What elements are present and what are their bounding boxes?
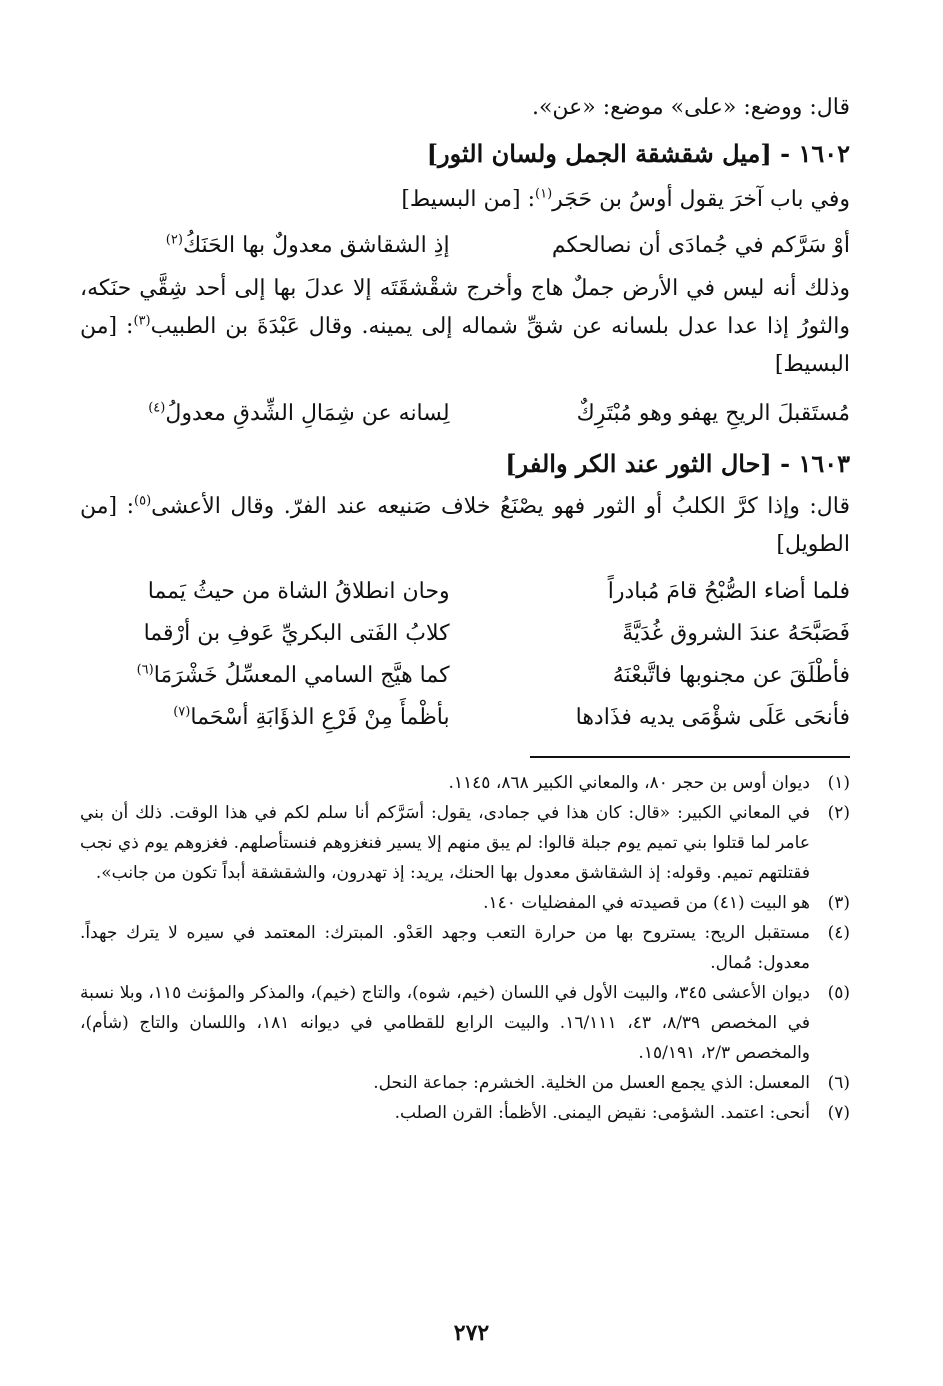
section-heading-1603: ١٦٠٣ - [حال الثور عند الكر والفر]: [505, 449, 850, 478]
footnote-ref: (٦): [136, 662, 154, 678]
footnote: [80, 768, 850, 798]
paragraph-2: [80, 488, 850, 564]
poem-verse: [80, 572, 850, 612]
footnote: [80, 978, 850, 1068]
poem-verse: [80, 698, 850, 738]
footnote: [80, 1068, 850, 1098]
verse-hemistich-second: [80, 656, 450, 696]
intro-1602: [80, 178, 850, 222]
footnote-ref: (٣): [133, 313, 151, 329]
paragraph-text: وذلك أنه ليس في الأرض جملٌ هاج وأخرج شقْشقَتَه إلا عدلَ بها إلى أحد شِقَّي حنَكه، والثورُ إذا عدا عدل بلسانه عن شقِّ شماله إلى يمينه. وقال عَبْدَةَ بن الطبيب: [80, 276, 850, 339]
verse-hemistich-first: فلما أضاء الصُّبْحُ قامَ مُبادراً: [607, 579, 850, 604]
footnote: [80, 1098, 850, 1128]
footnote-ref: (٢): [165, 232, 183, 248]
verse-hemistich-second: [80, 394, 450, 434]
footnote-number: (٦): [827, 1073, 850, 1093]
footnote-number: (٥): [827, 983, 850, 1003]
verse-text: إذِ الشقاشق معدولٌ بها الحَنَكُ: [182, 233, 450, 258]
intro-text: وفي باب آخرَ يقول أوسُ بن حَجَر: [552, 187, 850, 212]
footnote-divider: [530, 756, 850, 758]
verse-hemistich-second: [80, 698, 450, 738]
footnote-number: (٣): [827, 893, 850, 913]
footnote-number: (٤): [827, 923, 850, 943]
footnote-ref: (٥): [134, 493, 152, 509]
footnote-text: هو البيت (٤١) من قصيدته في المفضليات ١٤٠.: [483, 893, 810, 913]
footnote-ref: (٧): [173, 704, 191, 720]
verse-text: بأظْمأَ مِنْ فَرْعِ الذؤَابَةِ أسْحَما: [190, 705, 450, 730]
footnote: [80, 918, 850, 978]
footnote-text: أنحى: اعتمد. الشؤمى: نقيض اليمنى. الأظمأ: القرن الصلب.: [394, 1103, 810, 1123]
paragraph-text: قال: وإذا كرَّ الكلبُ أو الثور فهو يصْنَعُ خلاف صَنيعه عند الفرّ. وقال الأعشى: [151, 494, 850, 519]
meter-label: : [من البسيط]: [401, 187, 536, 212]
footnote-text: ديوان أوس بن حجر ٨٠، والمعاني الكبير ٨٦٨، ١١٤٥.: [448, 773, 810, 793]
footnote-text: ديوان الأعشى ٣٤٥، والبيت الأول في اللسان (خيم، شوه)، والتاج (خيم)، والمذكر والمؤنث ١١٥، وبلا نسبة في المخصص ٨/٣٩، ٤٣، ١٦/١١١. والبيت الرابع للقطامي في ديوانه ١٨١، واللسان والتاج (شأم)، والمخصص ٢/٣، ١٥/١٩١.: [80, 983, 811, 1063]
footnote-number: (١): [827, 773, 850, 793]
page-body: [80, 90, 850, 1360]
footnote-number: (٧): [827, 1103, 850, 1123]
verse-hemistich-first: أوْ سَرَّكم في جُمادَى أن نصالحكم: [551, 233, 850, 258]
footnotes: [80, 768, 850, 1128]
footnote-ref: (١): [535, 186, 553, 202]
page-number: ٢٧٢: [453, 1320, 490, 1346]
footnote-text: في المعاني الكبير: «قال: كان هذا في جمادى، يقول: أسَرَّكم أنا سلم لكم في هذا الوقت. ذلك أن بني عامر لما قتلوا بني تميم يوم جبلة قالوا: لم يبق منهم إلا يسير فنغزوهم فنستأصلهم. فغزوهم يوم ذي نجب فقتلتهم تميم. وقوله: إذ الشقاشق معدول بها الحنك، يريد: إذ تهدرون، والشقشقة أبداً تكون من جانب».: [80, 803, 810, 883]
footnote-text: المعسل: الذي يجمع العسل من الخلية. الخشرم: جماعة النحل.: [373, 1073, 810, 1093]
verse-hemistich-first: مُستَقبلَ الريحِ يهفو وهو مُبْتَرِكٌ: [576, 401, 850, 426]
opening-line: قال: ووضع: «على» موضع: «عن».: [531, 95, 850, 120]
verse-hemistich-second: كلابُ الفَتى البكريِّ عَوفِ بن أرْقما: [143, 621, 450, 646]
verse-2: [80, 394, 850, 434]
verse-hemistich-second: [80, 226, 450, 266]
section-heading-1602: ١٦٠٢ - [ميل شقشقة الجمل ولسان الثور]: [426, 139, 850, 168]
verse-text: لِسانه عن شِمَالِ الشِّدقِ معدولُ: [165, 401, 450, 426]
paragraph-1: [80, 270, 850, 384]
footnote-text: مستقبل الريح: يستروح بها من حرارة التعب وجهد العَدْو. المبترك: المعتمد في سيره لا يترك جهداً. معدول: مُمال.: [80, 923, 810, 973]
meter-label: : [من البسيط]: [80, 314, 850, 377]
poem-verse: [80, 614, 850, 654]
poem: [80, 572, 850, 738]
verse-hemistich-second: وحان انطلاقُ الشاة من حيثُ يَمما: [147, 579, 450, 604]
footnote: [80, 888, 850, 918]
footnote: [80, 798, 850, 888]
verse-hemistich-first: فأطْلَقَ عن مجنوبها فاتَّبعْنَهُ: [612, 663, 850, 688]
meter-label: : [من الطويل]: [80, 494, 850, 557]
footnote-number: (٢): [827, 803, 850, 823]
verse-hemistich-first: فأنحَى عَلَى شؤْمَى يديه فذَادها: [575, 705, 850, 730]
verse-1: [80, 226, 850, 266]
footnote-ref: (٤): [148, 400, 166, 416]
poem-verse: [80, 656, 850, 696]
verse-hemistich-first: فَصَبَّحَهُ عندَ الشروق غُدَيَّةً: [622, 621, 850, 646]
verse-text: كما هيَّج السامي المعسِّلُ خَشْرَمَا: [153, 663, 450, 688]
